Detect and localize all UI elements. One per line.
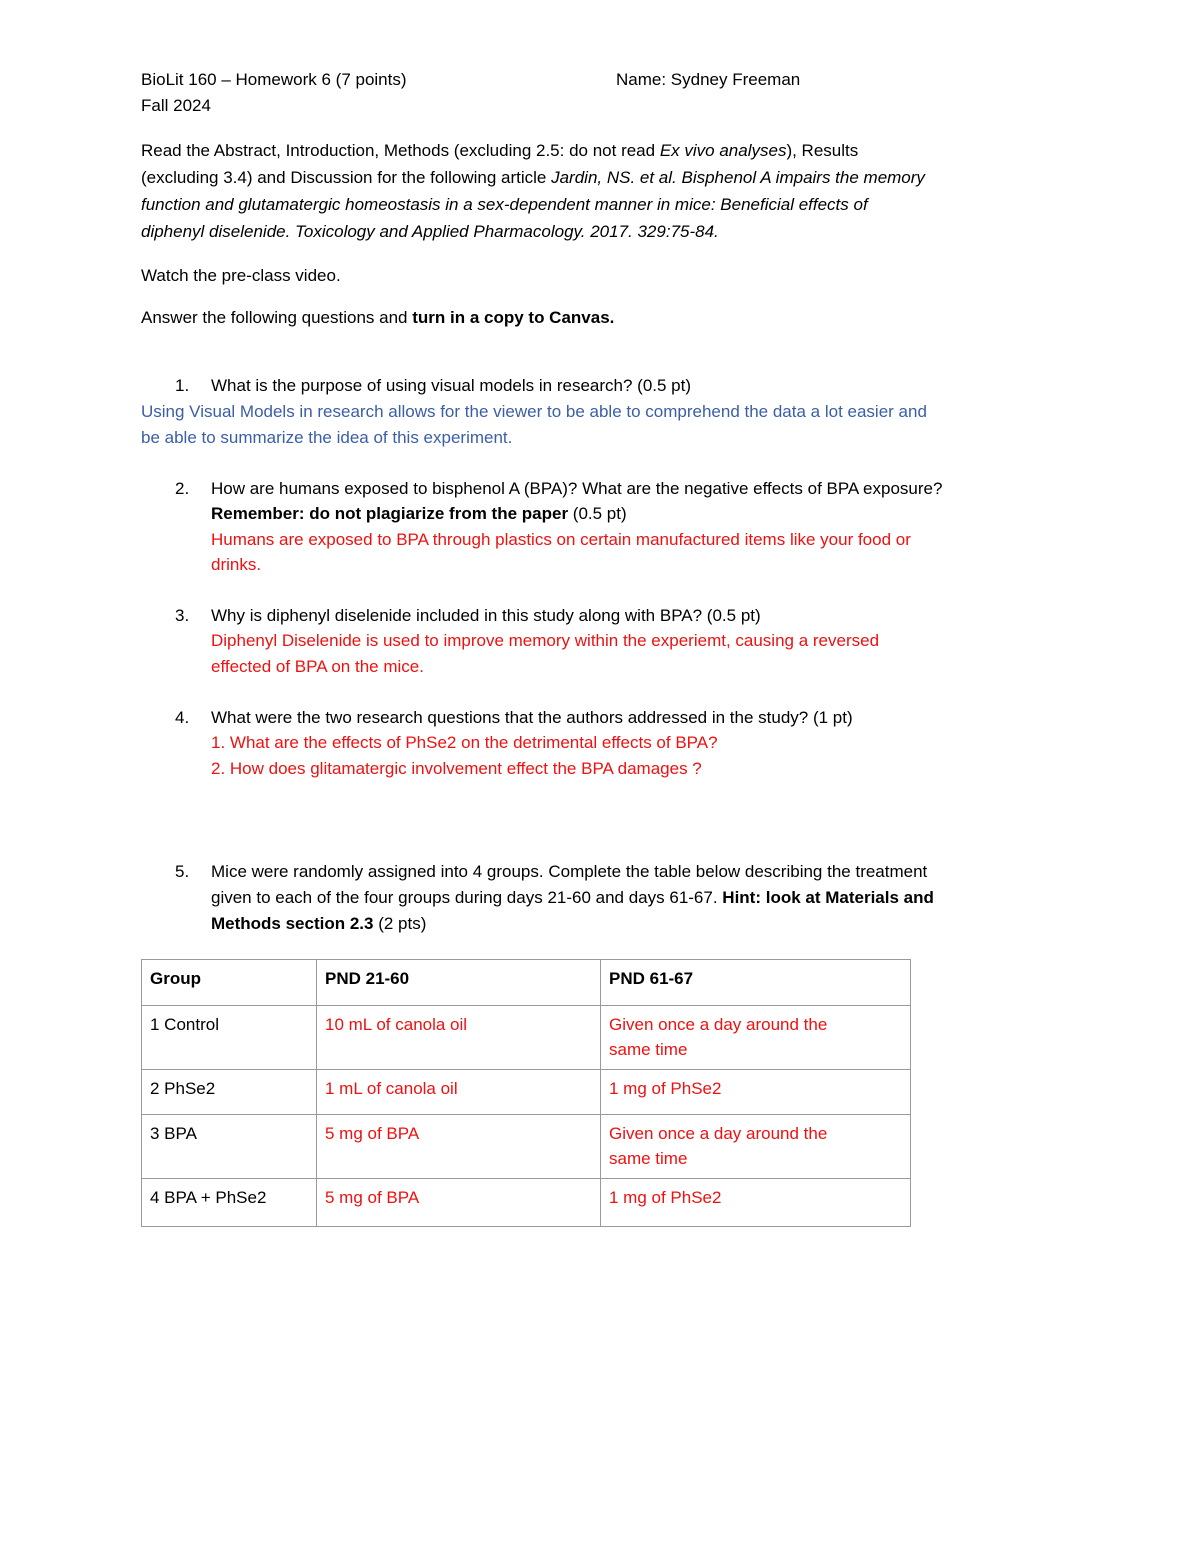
answer-1-line-1: Using Visual Models in research allows for the viewer to be able to comprehend the data a lot easier and <box>141 402 927 421</box>
cell-line: Given once a day around the <box>609 1124 828 1143</box>
term: Fall 2024 <box>141 96 211 115</box>
question-5-line-1: Mice were randomly assigned into 4 groups. Complete the table below describing the treatment <box>211 862 928 881</box>
answer-3-line-2: effected of BPA on the mice. <box>211 657 424 676</box>
pnd-61-67-cell <box>601 1179 911 1227</box>
group-cell: 1 Control <box>142 1006 317 1070</box>
table-header-row <box>142 960 911 1006</box>
question-2-text: How are humans exposed to bisphenol A (BPA)? What are the negative effects of BPA exposure? <box>211 479 943 498</box>
question-4-text: What were the two research questions that the authors addressed in the study? (1 pt) <box>211 708 853 727</box>
pnd-21-60-cell: 5 mg of BPA <box>317 1179 601 1227</box>
instructions-text: ), Results <box>786 141 859 160</box>
question-number: 5. <box>175 862 190 881</box>
article-citation: Jardin, NS. et al. Bisphenol A impairs the memory <box>551 168 925 187</box>
instructions-italic: Ex vivo analyses <box>659 141 787 160</box>
cell-line: same time <box>609 1149 688 1168</box>
question-5-line-2 <box>211 887 934 909</box>
table-row <box>142 1006 911 1070</box>
question-number: 2. <box>175 479 190 498</box>
points: (2 pts) <box>373 914 427 933</box>
plagiarism-warning: Remember: do not plagiarize from the paper <box>211 504 569 523</box>
watch-video-instruction: Watch the pre-class video. <box>141 266 341 285</box>
pnd-61-67-cell <box>601 1115 911 1179</box>
treatment-table <box>141 959 911 1227</box>
column-header-pnd-61-67: PND 61-67 <box>601 960 911 1006</box>
table-row <box>142 1179 911 1227</box>
instructions-line-2 <box>141 167 925 189</box>
group-cell: 2 PhSe2 <box>142 1070 317 1115</box>
answer-4-line-2: 2. How does glitamatergic involvement effect the BPA damages ? <box>211 759 702 778</box>
column-header-pnd-21-60: PND 21-60 <box>317 960 601 1006</box>
answer-2-line-2: drinks. <box>211 555 262 574</box>
instructions-text: Answer the following questions and <box>141 308 413 327</box>
group-cell: 4 BPA + PhSe2 <box>142 1179 317 1227</box>
student-name: Name: Sydney Freeman <box>616 70 801 89</box>
cell-line: 1 mg of PhSe2 <box>609 1079 722 1098</box>
pnd-21-60-cell: 5 mg of BPA <box>317 1115 601 1179</box>
answer-2-line-1: Humans are exposed to BPA through plastics on certain manufactured items like your food or <box>211 530 911 549</box>
instructions-text: (excluding 3.4) and Discussion for the following article <box>141 168 552 187</box>
question-5-line-3 <box>211 913 426 935</box>
question-number: 1. <box>175 376 190 395</box>
instructions-text: Read the Abstract, Introduction, Methods (excluding 2.5: do not read <box>141 141 660 160</box>
table-row <box>142 1070 911 1115</box>
question-number: 3. <box>175 606 190 625</box>
course-title: BioLit 160 – Homework 6 (7 points) <box>141 70 407 89</box>
question-1-text: What is the purpose of using visual models in research? (0.5 pt) <box>211 376 692 395</box>
article-citation-line-3: function and glutamatergic homeostasis in a sex-dependent manner in mice: Beneficial effects of <box>141 195 868 214</box>
question-3-text: Why is diphenyl diselenide included in this study along with BPA? (0.5 pt) <box>211 606 761 625</box>
pnd-21-60-cell: 10 mL of canola oil <box>317 1006 601 1070</box>
pnd-61-67-cell <box>601 1070 911 1115</box>
pnd-61-67-cell <box>601 1006 911 1070</box>
points: (0.5 pt) <box>568 504 627 523</box>
hint: Hint: look at Materials and <box>722 888 934 907</box>
hint: Methods section 2.3 <box>211 914 374 933</box>
group-cell: 3 BPA <box>142 1115 317 1179</box>
pnd-21-60-cell: 1 mL of canola oil <box>317 1070 601 1115</box>
answer-instruction <box>141 307 614 329</box>
answer-1-line-2: be able to summarize the idea of this experiment. <box>141 428 513 447</box>
question-2-note <box>211 503 627 525</box>
question-5-text: given to each of the four groups during days 21-60 and days 61-67. <box>211 888 723 907</box>
answer-4-line-1: 1. What are the effects of PhSe2 on the detrimental effects of BPA? <box>211 733 718 752</box>
answer-3-line-1: Diphenyl Diselenide is used to improve memory within the experiemt, causing a reversed <box>211 631 880 650</box>
turn-in-emphasis: turn in a copy to Canvas. <box>412 308 615 327</box>
cell-line: Given once a day around the <box>609 1015 828 1034</box>
article-citation-line-4: diphenyl diselenide. Toxicology and Applied Pharmacology. 2017. 329:75-84. <box>141 222 719 241</box>
column-header-group: Group <box>142 960 317 1006</box>
question-number: 4. <box>175 708 190 727</box>
table-row <box>142 1115 911 1179</box>
instructions-line-1 <box>141 140 858 162</box>
cell-line: same time <box>609 1040 688 1059</box>
cell-line: 1 mg of PhSe2 <box>609 1188 722 1207</box>
